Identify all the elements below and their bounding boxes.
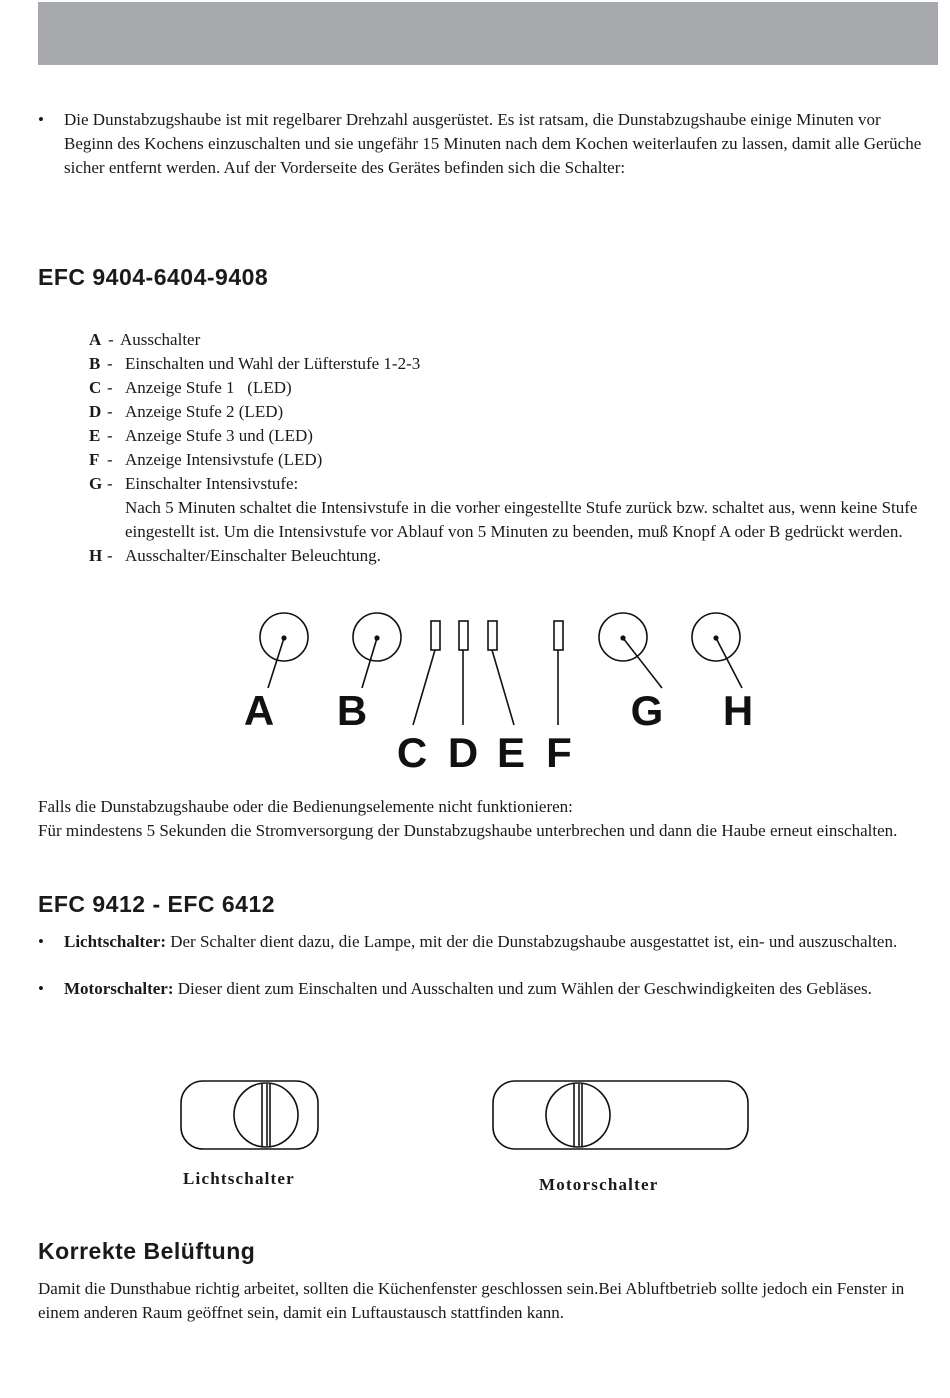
legend-desc: Ausschalter bbox=[120, 330, 201, 349]
legend-key: D bbox=[89, 402, 102, 421]
button-h-dot bbox=[713, 635, 718, 640]
bullet-marker: • bbox=[38, 110, 44, 129]
motor-switch-label: Motorschalter bbox=[539, 1175, 659, 1194]
bullet-body: Dieser dient zum Einschalten und Ausschalten und zum Wählen der Geschwindigkeiten des Gebläses. bbox=[173, 979, 872, 998]
legend-separator: - bbox=[107, 474, 113, 493]
diagram-label-g: G bbox=[630, 687, 664, 734]
led-f-icon bbox=[554, 621, 563, 650]
leader-line-g bbox=[623, 638, 662, 688]
intro-text: Die Dunstabzugshaube ist mit regelbarer Drehzahl ausgerüstet. Es ist ratsam, die Dunstabzugshaube einige Minuten vor Beginn des Kochens einzuschalten und sie ungefähr 15 Minuten nach dem Kochen weiterlaufen zu lassen, damit alle Gerüche sicher entfernt werden. Auf der Vorderseite des Gerätes befinden sich die Schalter: bbox=[64, 110, 922, 177]
intro-bullet bbox=[38, 108, 933, 180]
motor-switch-knob-icon bbox=[546, 1083, 610, 1147]
legend-key: B bbox=[89, 354, 101, 373]
led-c-icon bbox=[431, 621, 440, 650]
bullet-label: Lichtschalter: bbox=[64, 932, 166, 951]
legend-desc: Ausschalter/Einschalter Beleuchtung. bbox=[125, 546, 381, 565]
bullet-body: Der Schalter dient dazu, die Lampe, mit der die Dunstabzugshaube ausgestattet ist, ein- und auszuschalten. bbox=[165, 932, 898, 951]
button-g-icon bbox=[599, 613, 647, 661]
leader-line-a bbox=[268, 638, 284, 688]
legend-desc: Anzeige Stufe 1 (LED) bbox=[125, 378, 292, 397]
leader-line-c bbox=[413, 650, 435, 725]
button-a-dot bbox=[281, 635, 286, 640]
legend-separator: - bbox=[108, 330, 114, 349]
legend-item-g bbox=[89, 472, 929, 496]
legend-item-a bbox=[89, 328, 929, 352]
legend-key: C bbox=[89, 378, 102, 397]
led-e-icon bbox=[488, 621, 497, 650]
bullet-lichtschalter bbox=[38, 930, 933, 954]
legend-item-b bbox=[89, 352, 929, 376]
light-switch-label: Lichtschalter bbox=[183, 1169, 295, 1188]
diagram-label-a: A bbox=[243, 687, 275, 734]
button-h-icon bbox=[692, 613, 740, 661]
led-d-icon bbox=[459, 621, 468, 650]
section-title-efc-9412: EFC 9412 - EFC 6412 bbox=[38, 891, 276, 917]
legend-desc: Einschalter Intensivstufe: bbox=[125, 474, 299, 493]
bullet-label: Motorschalter: bbox=[64, 979, 174, 998]
switch-legend bbox=[89, 328, 929, 568]
legend-key: E bbox=[89, 426, 101, 445]
diagram-label-f: F bbox=[546, 729, 572, 776]
bullet-marker: • bbox=[38, 932, 44, 951]
leader-line-b bbox=[362, 638, 377, 688]
legend-desc: Anzeige Stufe 2 (LED) bbox=[125, 402, 284, 421]
button-b-dot bbox=[374, 635, 379, 640]
legend-item-h bbox=[89, 544, 929, 568]
button-b-icon bbox=[353, 613, 401, 661]
legend-desc: Anzeige Intensivstufe (LED) bbox=[125, 450, 323, 469]
header-bar bbox=[38, 2, 938, 65]
button-a-icon bbox=[260, 613, 308, 661]
legend-separator: - bbox=[107, 378, 113, 397]
legend-separator: - bbox=[107, 426, 113, 445]
diagram-label-c: C bbox=[396, 729, 428, 776]
fault-line-1: Falls die Dunstabzugshaube oder die Bedienungselemente nicht funktionieren: bbox=[38, 797, 573, 816]
leader-line-h bbox=[716, 638, 742, 688]
legend-key: H bbox=[89, 546, 103, 565]
legend-item-f bbox=[89, 448, 929, 472]
legend-key: F bbox=[89, 450, 100, 469]
light-switch-housing bbox=[181, 1081, 318, 1149]
legend-separator: - bbox=[107, 546, 113, 565]
bullet-motorschalter bbox=[38, 977, 933, 1001]
bullet-marker: • bbox=[38, 979, 44, 998]
diagram-label-d: D bbox=[447, 729, 479, 776]
diagram-label-h: H bbox=[722, 687, 754, 734]
legend-separator: - bbox=[107, 354, 113, 373]
section-title-efc-9404: EFC 9404-6404-9408 bbox=[38, 264, 269, 290]
bullet-text bbox=[64, 977, 933, 1001]
ventilation-text: Damit die Dunsthabue richtig arbeitet, sollten die Küchenfenster geschlossen sein.Bei Abluftbetrieb sollte jedoch ein Fenster in einem anderen Raum geöffnet sein, damit ein Luftaustausch stattfinden kann. bbox=[38, 1279, 905, 1322]
legend-key: G bbox=[89, 474, 103, 493]
fault-line-2: Für mindestens 5 Sekunden die Stromversorgung der Dunstabzugshaube unterbrechen und dann die Haube erneut einschalten. bbox=[38, 821, 898, 840]
legend-separator: - bbox=[107, 402, 113, 421]
diagram-label-b: B bbox=[336, 687, 368, 734]
motor-switch-housing bbox=[493, 1081, 748, 1149]
legend-item-c bbox=[89, 376, 929, 400]
diagram-label-e: E bbox=[496, 729, 526, 776]
legend-item-d bbox=[89, 400, 929, 424]
legend-desc: Einschalten und Wahl der Lüfterstufe 1-2-3 bbox=[125, 354, 421, 373]
button-g-dot bbox=[620, 635, 625, 640]
legend-item-e bbox=[89, 424, 929, 448]
legend-desc: Anzeige Stufe 3 und (LED) bbox=[125, 426, 313, 445]
legend-separator: - bbox=[107, 450, 113, 469]
bullet-text bbox=[64, 930, 933, 954]
light-switch-knob-icon bbox=[234, 1083, 298, 1147]
section-title-belueftung: Korrekte Belüftung bbox=[38, 1238, 256, 1264]
leader-line-e bbox=[492, 650, 514, 725]
legend-g-note: Nach 5 Minuten schaltet die Intensivstufe in die vorher eingestellte Stufe zurück bzw. schaltet aus, wenn keine Stufe eingestellt ist. Um die Intensivstufe vor Ablauf von 5 Minuten zu beenden, muß Knopf A oder B gedrückt werden. bbox=[125, 498, 918, 541]
legend-key: A bbox=[89, 330, 102, 349]
